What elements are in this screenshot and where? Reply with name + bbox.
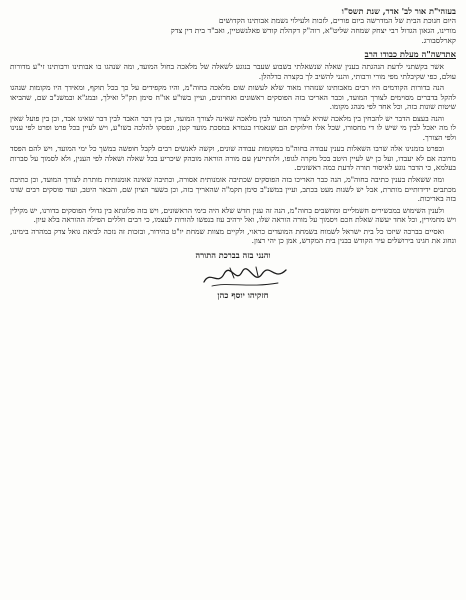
closing-line: והנני בזה בברכת התורה [195,249,271,260]
dedication-line-2: מורינו, הגאון הגדול רבי יצחק שמחה שליט"א, רוה"ק דקהלת קודש פאלנשטיין, ואב"ד בית דין צדק [170,26,456,35]
paragraph: הנה בדורות הקודמים היו רבים מאבותינו שנזהרו מאוד שלא לעשות שום מלאכה בחוה"מ, והיו מקפידים על כך בכל תוקף, ומאידך היו מקומות שנהגו להקל בדברים מסוימים לצורך המועד, וכבר האריכו בזה הפוסקים ראשונים ואחרונים, ועיין בשו"ע או"ח סימן תק"ל ואילך, ובמג"א ובמשנ"ב שם, שהביאו שיטות שונות בזה, וכל אחד לפי מנהג מקומו. [10,83,456,112]
date-line: בעזהי"ת אור לב' אדר, שנת תשס"ו [341,6,456,16]
paragraph: אשר בקשתני לדעת הנהגתה בענין שאלה שנשאלתי בשבוע שעבר בנוגע לשאלה של מלאכה בחול המועד, ומה שנהגו בו אבותינו ורבותינו זי"ע מדורות עולם, כפי שקיבלתי מפי מורי ורבותי, והנני להשיב לך בקצרה כדלהלן. [10,62,456,81]
dedication-line-3: קארלסבורג. [421,36,456,45]
signature-block [10,262,456,304]
handwritten-signature [200,264,290,290]
salutation: אתדשה"ה מעלת כבודו הרב [364,49,456,59]
letter-body [10,62,456,246]
paragraph: והנה בעצם הדבר יש להבחין בין מלאכה שהיא לצורך המועד לבין מלאכה שאינה לצורך המועד, וכן בין דבר האבד לבין דבר שאינו אבד, וכן בין פועל שאין לו מה יאכל לבין מי שיש לו די מחסורו, שכל אלו חילוקים הם שנאמרו בגמרא במסכת מועד קטן, ונפסקו להלכה בשו"ע, ויש לעיין בכל פרט ופרט לפי ענינו ולפי הצורך. [10,113,456,142]
paragraph: ולענין השימוש במכשירים חשמליים ומחשבים בחוה"מ, הנה זה ענין חדש שלא היה בימי הראשונים, ויש בזה פלוגתא בין גדולי הפוסקים בדורנו, יש מקילין ויש מחמירין, וכל אחד יעשה שאלת חכם ויסמוך על מורה הוראה שלו, ואל ירהיב עוז בנפשו להורות לעצמו, כי רבים חללים הפילה ההוראה בלא עיון. [10,205,456,225]
signer-name: חזקיהו יוסף כהן [217,289,269,300]
dedication-line-1: היום חנוכת הבית של המדרשה ביום פורים, לזכות ולעילוי נשמת אבותינו הקדושים [218,16,456,25]
paragraph: ואסיים בברכה שיזכו כל בית ישראל לשמוח בשמחת המועדים כראוי, ולקיים מצוות שמחת יו"ט בהידור, ובזכות זה נזכה לביאת גואל צדק במהרה בימינו, ונחוג את חגינו בירושלים עיר הקודש בבנין בית המקדש, אמן כן יהי רצון. [10,226,456,246]
paragraph: ובפרט בזמנינו אלה שרבו השאלות בענין עבודה בחוה"מ במקומות עבודה שונים, וקשה לאנשים רבים לקבל חופשה במשך כל ימי המועד, ויש להם הפסד מרובה אם לא יעבדו, ועל כן יש לעיין היטב בכל מקרה לגופו, ולהתייעץ עם מורה הוראה מובהק שיכריע בכל שאלה ושאלה לפי הענין, ולא לסמוך על סברות בעלמא, כי הדבר נוגע לאיסור תורה לדעת כמה ראשונים. [10,144,456,173]
paragraph: ומה ששאלת בענין כתיבה בחוה"מ, הנה כבר האריכו בזה הפוסקים שכתיבה אומנותית אסורה, וכתיבה שאינה אומנותית מותרת לצורך המועד, וכן כתיבת מכתבים ידידותיים מותרת, אבל יש לשנות מעט בכתב, ועיין במשנ"ב סימן תקמ"ה שהאריך בזה, וכן בשער הציון שם, והבאר היטב, ועוד פוסקים רבים שדנו בזה באריכות. [10,175,456,204]
